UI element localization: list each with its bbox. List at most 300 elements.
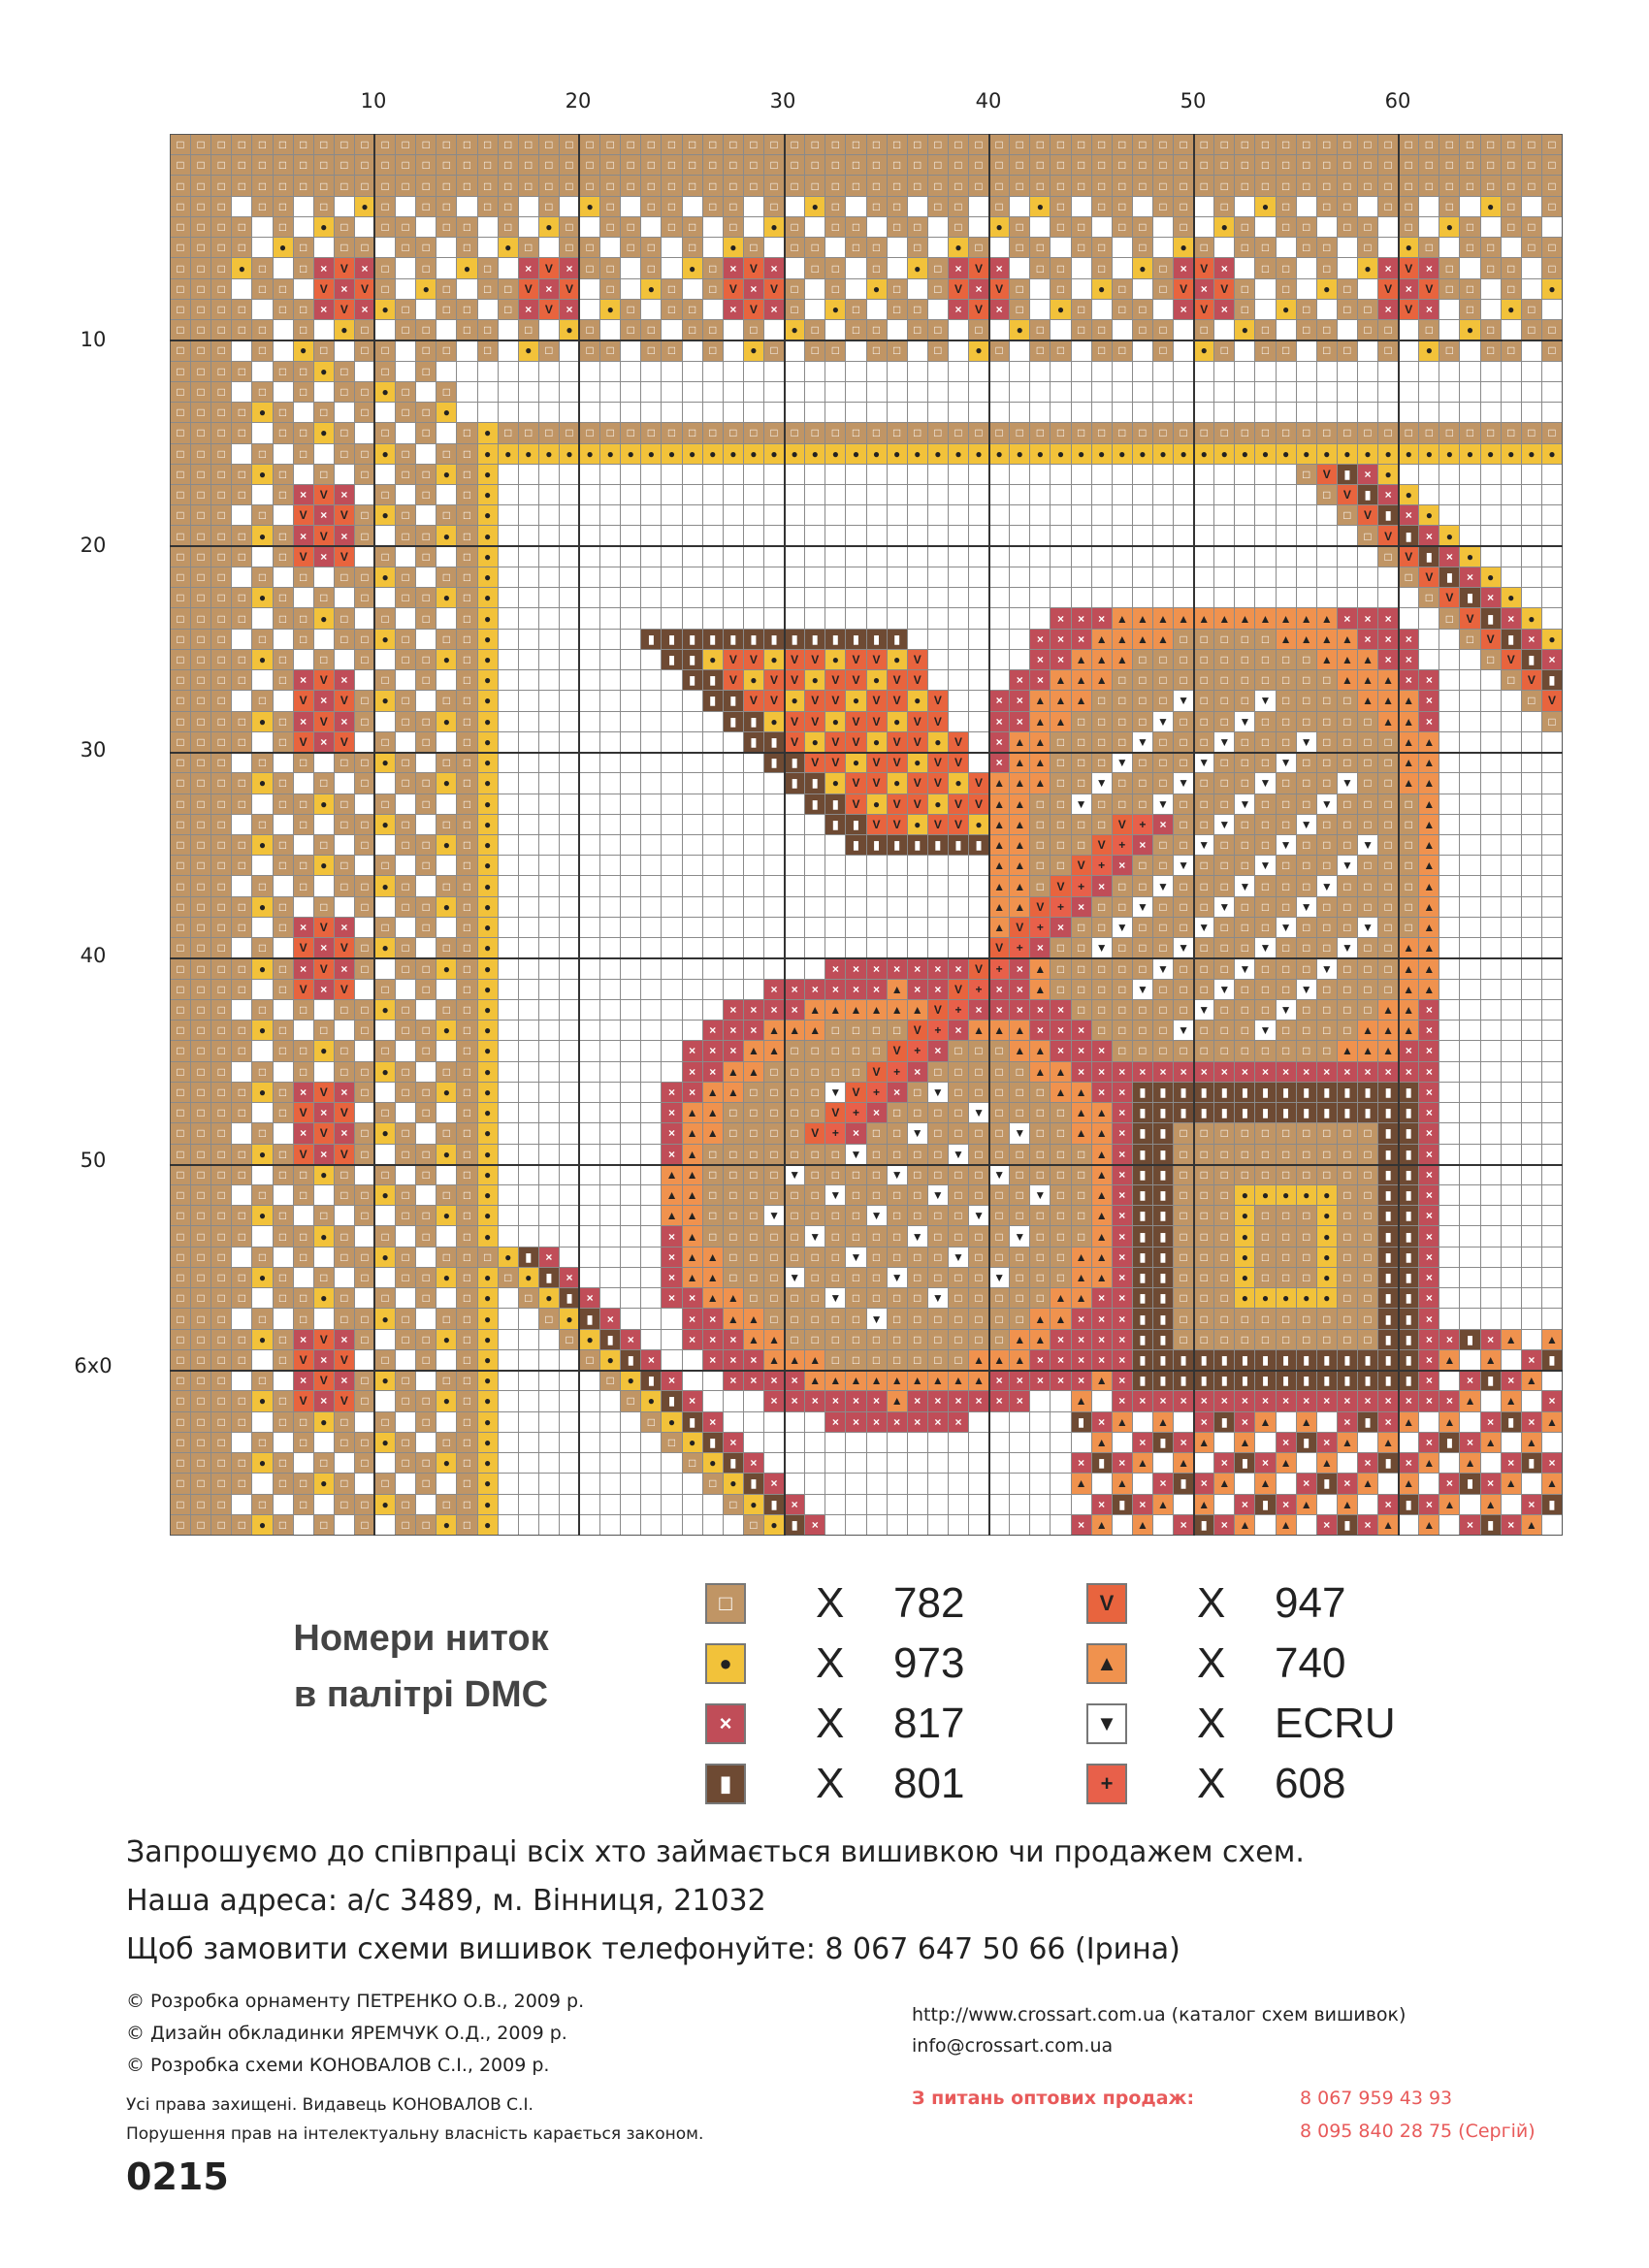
stitch-cell: □ xyxy=(724,1495,743,1514)
stitch-cell: □ xyxy=(519,238,538,257)
stitch-cell: × xyxy=(928,1412,948,1432)
stitch-cell: □ xyxy=(274,362,293,381)
stitch-cell xyxy=(683,691,702,710)
stitch-cell xyxy=(1010,382,1029,402)
stitch-cell xyxy=(805,403,824,422)
stitch-cell: ▮ xyxy=(1153,1371,1173,1390)
stitch-cell xyxy=(825,505,845,525)
stitch-cell: □ xyxy=(1030,320,1050,340)
stitch-cell xyxy=(519,1145,538,1164)
stitch-cell: ▼ xyxy=(1153,876,1173,895)
grid-major-line-h xyxy=(170,340,1563,341)
stitch-cell xyxy=(519,691,538,710)
stitch-cell: □ xyxy=(211,938,231,957)
stitch-cell xyxy=(560,1391,579,1410)
stitch-cell xyxy=(1439,1288,1459,1308)
stitch-cell: □ xyxy=(1174,155,1193,175)
stitch-cell xyxy=(764,567,784,587)
stitch-cell: ▮ xyxy=(539,1268,559,1287)
stitch-cell: □ xyxy=(191,382,210,402)
stitch-cell xyxy=(908,340,927,360)
stitch-cell: V xyxy=(969,258,988,277)
stitch-cell xyxy=(519,1206,538,1225)
stitch-cell: □ xyxy=(335,630,354,649)
stitch-cell: □ xyxy=(1277,176,1296,195)
stitch-cell: ● xyxy=(335,320,354,340)
stitch-cell: ● xyxy=(1399,238,1418,257)
stitch-cell: □ xyxy=(211,1309,231,1328)
stitch-cell: □ xyxy=(375,794,395,814)
stitch-cell xyxy=(1481,1453,1501,1473)
stitch-cell xyxy=(662,670,681,690)
stitch-cell xyxy=(969,217,988,237)
stitch-cell: □ xyxy=(499,176,518,195)
stitch-cell: ● xyxy=(436,1330,456,1349)
stitch-cell xyxy=(1522,258,1541,277)
stitch-cell: □ xyxy=(294,1041,313,1060)
stitch-cell xyxy=(1481,526,1501,545)
stitch-cell: ▼ xyxy=(1255,773,1275,793)
stitch-cell xyxy=(1113,567,1132,587)
stitch-cell: □ xyxy=(1133,300,1152,319)
stitch-cell: □ xyxy=(1542,155,1562,175)
stitch-cell: □ xyxy=(1419,423,1439,442)
stitch-cell xyxy=(1522,465,1541,484)
stitch-cell: × xyxy=(764,980,784,999)
stitch-cell: × xyxy=(1378,630,1398,649)
stitch-cell xyxy=(867,918,887,937)
stitch-cell: ▲ xyxy=(1092,1206,1112,1225)
stitch-cell: V xyxy=(1194,300,1213,319)
stitch-cell xyxy=(867,1495,887,1514)
stitch-cell xyxy=(1194,403,1213,422)
stitch-cell: × xyxy=(1113,1268,1132,1287)
stitch-cell: ▮ xyxy=(1255,1103,1275,1122)
stitch-cell: ▮ xyxy=(928,835,948,855)
stitch-cell: × xyxy=(314,691,334,710)
legend-swatch: V xyxy=(1086,1583,1127,1624)
stitch-cell: □ xyxy=(724,1103,743,1122)
stitch-cell xyxy=(539,1226,559,1246)
stitch-cell xyxy=(908,897,927,917)
stitch-cell xyxy=(888,320,907,340)
stitch-cell: ▮ xyxy=(1338,1083,1357,1102)
stitch-cell: □ xyxy=(1317,753,1337,772)
stitch-cell: □ xyxy=(1460,300,1479,319)
stitch-cell xyxy=(499,980,518,999)
stitch-cell xyxy=(1010,362,1029,381)
stitch-cell: □ xyxy=(436,135,456,154)
stitch-cell xyxy=(1072,485,1091,504)
stitch-cell: × xyxy=(1133,1495,1152,1514)
stitch-cell: ▲ xyxy=(888,980,907,999)
stitch-cell xyxy=(867,465,887,484)
stitch-cell xyxy=(499,1309,518,1328)
stitch-cell: □ xyxy=(1358,1206,1377,1225)
stitch-cell xyxy=(1502,567,1521,587)
stitch-cell: □ xyxy=(191,217,210,237)
stitch-cell xyxy=(416,505,436,525)
stitch-cell xyxy=(1214,1495,1234,1514)
stitch-cell: □ xyxy=(1092,340,1112,360)
stitch-cell xyxy=(641,1062,661,1082)
stitch-cell: □ xyxy=(499,217,518,237)
stitch-cell xyxy=(396,856,415,875)
stitch-cell: ● xyxy=(825,300,845,319)
stitch-cell: ▲ xyxy=(1010,835,1029,855)
stitch-cell xyxy=(949,1453,968,1473)
stitch-cell: □ xyxy=(1092,691,1112,710)
stitch-cell: ● xyxy=(478,1474,498,1493)
stitch-cell: ▮ xyxy=(785,753,804,772)
stitch-cell: × xyxy=(1072,897,1091,917)
stitch-cell xyxy=(335,588,354,607)
stitch-cell xyxy=(1214,1433,1234,1452)
stitch-cell: ▮ xyxy=(1153,1330,1173,1349)
stitch-cell: × xyxy=(335,918,354,937)
stitch-cell xyxy=(785,958,804,978)
stitch-cell: ● xyxy=(252,1453,272,1473)
stitch-cell xyxy=(989,650,1009,669)
stitch-cell xyxy=(928,1495,948,1514)
stitch-cell: □ xyxy=(1297,135,1316,154)
stitch-cell: □ xyxy=(825,1350,845,1370)
stitch-cell: V xyxy=(294,938,313,957)
stitch-cell: ▮ xyxy=(1378,1103,1398,1122)
stitch-cell xyxy=(1481,382,1501,402)
stitch-cell: □ xyxy=(949,1309,968,1328)
stitch-cell: ● xyxy=(805,444,824,464)
stitch-cell: □ xyxy=(171,300,190,319)
stitch-cell xyxy=(764,876,784,895)
stitch-cell xyxy=(560,1453,579,1473)
stitch-cell xyxy=(621,1268,640,1287)
stitch-cell xyxy=(1502,1123,1521,1143)
stitch-cell: □ xyxy=(211,650,231,669)
stitch-cell xyxy=(969,588,988,607)
stitch-cell xyxy=(683,1021,702,1040)
stitch-cell: □ xyxy=(457,670,476,690)
stitch-cell: □ xyxy=(1051,279,1070,299)
stitch-cell: □ xyxy=(211,897,231,917)
stitch-cell: □ xyxy=(1297,155,1316,175)
stitch-cell: ● xyxy=(478,938,498,957)
stitch-cell xyxy=(969,712,988,731)
stitch-cell: □ xyxy=(949,1083,968,1102)
stitch-cell: × xyxy=(1419,300,1439,319)
stitch-cell: □ xyxy=(785,423,804,442)
stitch-cell: □ xyxy=(252,382,272,402)
stitch-cell: ▲ xyxy=(989,773,1009,793)
stitch-cell: × xyxy=(825,980,845,999)
stitch-cell: □ xyxy=(1153,897,1173,917)
stitch-cell: □ xyxy=(1072,155,1091,175)
stitch-cell: □ xyxy=(1174,1145,1193,1164)
stitch-cell: □ xyxy=(1277,980,1296,999)
stitch-cell: □ xyxy=(949,155,968,175)
stitch-cell: □ xyxy=(1030,1083,1050,1102)
stitch-cell xyxy=(1481,1206,1501,1225)
stitch-cell xyxy=(785,485,804,504)
stitch-cell xyxy=(1542,1288,1562,1308)
stitch-cell xyxy=(846,567,865,587)
website-link[interactable]: http://www.crossart.com.ua (каталог схем вишивок) xyxy=(912,2004,1406,2025)
stitch-cell: □ xyxy=(1194,732,1213,752)
stitch-cell xyxy=(846,1453,865,1473)
stitch-cell xyxy=(519,362,538,381)
stitch-cell: □ xyxy=(1378,773,1398,793)
stitch-cell xyxy=(252,670,272,690)
stitch-cell: □ xyxy=(1542,176,1562,195)
stitch-cell: V xyxy=(1092,835,1112,855)
stitch-cell: □ xyxy=(1174,670,1193,690)
stitch-cell xyxy=(1542,505,1562,525)
stitch-cell xyxy=(1235,505,1254,525)
stitch-cell: ▲ xyxy=(744,1330,763,1349)
stitch-cell: □ xyxy=(805,238,824,257)
stitch-cell xyxy=(580,1495,599,1514)
stitch-cell: ▲ xyxy=(1194,608,1213,628)
stitch-cell xyxy=(252,300,272,319)
stitch-cell: □ xyxy=(1072,1206,1091,1225)
stitch-cell: V xyxy=(560,279,579,299)
stitch-cell: × xyxy=(1358,608,1377,628)
stitch-cell xyxy=(1338,526,1357,545)
stitch-cell: × xyxy=(1297,1474,1316,1493)
stitch-cell xyxy=(560,1021,579,1040)
stitch-cell: □ xyxy=(1277,423,1296,442)
stitch-cell xyxy=(785,1412,804,1432)
stitch-cell: ▮ xyxy=(1399,1495,1418,1514)
stitch-cell: □ xyxy=(785,1083,804,1102)
stitch-cell: × xyxy=(1113,1145,1132,1164)
stitch-cell: □ xyxy=(436,753,456,772)
stitch-cell xyxy=(888,382,907,402)
stitch-cell: ● xyxy=(1338,444,1357,464)
stitch-cell xyxy=(1072,1433,1091,1452)
stitch-cell: □ xyxy=(888,1247,907,1267)
stitch-cell: □ xyxy=(191,135,210,154)
stitch-cell: × xyxy=(989,300,1009,319)
stitch-cell: □ xyxy=(1194,320,1213,340)
stitch-cell xyxy=(949,465,968,484)
stitch-cell: □ xyxy=(457,1371,476,1390)
stitch-cell: ▲ xyxy=(1297,1412,1316,1432)
stitch-cell: □ xyxy=(1194,815,1213,834)
stitch-cell: ● xyxy=(314,1041,334,1060)
stitch-cell: ▲ xyxy=(1399,732,1418,752)
stitch-cell: □ xyxy=(1214,650,1234,669)
stitch-cell: ● xyxy=(436,588,456,607)
stitch-cell: × xyxy=(1092,1330,1112,1349)
stitch-cell: □ xyxy=(375,258,395,277)
stitch-cell: □ xyxy=(1358,1123,1377,1143)
stitch-cell xyxy=(499,691,518,710)
stitch-cell: ▼ xyxy=(1214,980,1234,999)
stitch-cell: ● xyxy=(478,1062,498,1082)
stitch-cell: □ xyxy=(274,1412,293,1432)
stitch-cell: □ xyxy=(662,217,681,237)
stitch-cell xyxy=(580,588,599,607)
stitch-cell: V xyxy=(1010,918,1029,937)
stitch-cell xyxy=(724,1515,743,1535)
stitch-cell: × xyxy=(1338,608,1357,628)
stitch-cell: ● xyxy=(314,217,334,237)
stitch-cell xyxy=(1194,567,1213,587)
stitch-cell: V xyxy=(1460,608,1479,628)
stitch-cell xyxy=(1481,505,1501,525)
stitch-cell xyxy=(274,340,293,360)
stitch-cell: □ xyxy=(436,938,456,957)
stitch-cell: × xyxy=(1113,1165,1132,1184)
stitch-cell: × xyxy=(969,1000,988,1020)
stitch-cell xyxy=(519,1103,538,1122)
stitch-cell: ▮ xyxy=(1133,1247,1152,1267)
stitch-cell xyxy=(335,465,354,484)
stitch-cell xyxy=(908,1515,927,1535)
stitch-cell: □ xyxy=(888,1103,907,1122)
stitch-cell: ● xyxy=(1317,1185,1337,1205)
stitch-cell xyxy=(764,1433,784,1452)
stitch-cell: □ xyxy=(416,1474,436,1493)
stitch-cell xyxy=(928,547,948,567)
document-number: 0215 xyxy=(126,2155,229,2198)
stitch-cell: × xyxy=(1358,465,1377,484)
stitch-cell: ● xyxy=(314,1412,334,1432)
stitch-cell: × xyxy=(1378,1062,1398,1082)
stitch-cell: ▮ xyxy=(1235,1103,1254,1122)
stitch-cell xyxy=(1214,588,1234,607)
stitch-cell: ▲ xyxy=(1419,918,1439,937)
stitch-cell: □ xyxy=(928,1123,948,1143)
stitch-cell xyxy=(949,547,968,567)
stitch-cell: □ xyxy=(1174,835,1193,855)
stitch-cell xyxy=(989,1412,1009,1432)
stitch-cell xyxy=(1460,340,1479,360)
stitch-cell: V xyxy=(867,815,887,834)
email-link[interactable]: info@crossart.com.ua xyxy=(912,2035,1114,2057)
stitch-cell: □ xyxy=(457,1515,476,1535)
stitch-cell xyxy=(1133,197,1152,216)
stitch-cell: □ xyxy=(211,423,231,442)
ruler-top-label: 50 xyxy=(1180,89,1207,113)
stitch-cell xyxy=(785,1453,804,1473)
stitch-cell: □ xyxy=(1297,238,1316,257)
stitch-cell xyxy=(1255,588,1275,607)
stitch-cell: □ xyxy=(1214,197,1234,216)
stitch-cell xyxy=(1297,258,1316,277)
stitch-cell xyxy=(375,320,395,340)
stitch-cell xyxy=(252,1288,272,1308)
stitch-cell: □ xyxy=(785,217,804,237)
stitch-cell: ▮ xyxy=(1194,1371,1213,1390)
stitch-cell: ▼ xyxy=(1338,773,1357,793)
stitch-cell: □ xyxy=(764,176,784,195)
stitch-cell xyxy=(1439,1123,1459,1143)
stitch-cell: □ xyxy=(1153,135,1173,154)
stitch-cell xyxy=(294,1268,313,1287)
stitch-cell xyxy=(1030,362,1050,381)
stitch-cell xyxy=(1419,362,1439,381)
stitch-cell: ● xyxy=(252,958,272,978)
stitch-cell xyxy=(1338,382,1357,402)
stitch-cell xyxy=(1072,197,1091,216)
stitch-cell: ● xyxy=(600,1350,620,1370)
stitch-cell: □ xyxy=(1235,176,1254,195)
stitch-cell: □ xyxy=(1277,732,1296,752)
stitch-cell: ▲ xyxy=(1072,691,1091,710)
stitch-cell xyxy=(724,897,743,917)
stitch-cell: □ xyxy=(171,753,190,772)
stitch-cell: ● xyxy=(478,588,498,607)
stitch-cell xyxy=(621,1309,640,1328)
stitch-cell xyxy=(519,1041,538,1060)
stitch-cell: □ xyxy=(989,1041,1009,1060)
stitch-cell: × xyxy=(888,1083,907,1102)
stitch-cell: × xyxy=(1010,958,1029,978)
stitch-cell: ▮ xyxy=(805,794,824,814)
stitch-cell xyxy=(1460,835,1479,855)
stitch-cell xyxy=(928,938,948,957)
stitch-cell xyxy=(539,630,559,649)
stitch-cell: V xyxy=(314,670,334,690)
stitch-cell: □ xyxy=(1481,423,1501,442)
ruler-top-label: 10 xyxy=(360,89,387,113)
stitch-cell: ▮ xyxy=(888,835,907,855)
stitch-cell: ● xyxy=(478,773,498,793)
stitch-cell xyxy=(1542,1041,1562,1060)
stitch-cell: □ xyxy=(928,1226,948,1246)
stitch-cell: □ xyxy=(1358,856,1377,875)
stitch-cell: × xyxy=(1338,1474,1357,1493)
stitch-cell: □ xyxy=(1317,1000,1337,1020)
stitch-cell: □ xyxy=(703,1145,723,1164)
stitch-cell xyxy=(1072,403,1091,422)
ruler-left-label: 30 xyxy=(80,738,107,761)
stitch-cell: □ xyxy=(457,1309,476,1328)
stitch-cell: × xyxy=(1214,258,1234,277)
stitch-cell xyxy=(436,1474,456,1493)
stitch-cell: □ xyxy=(335,794,354,814)
stitch-cell xyxy=(232,197,251,216)
stitch-cell xyxy=(1399,382,1418,402)
stitch-cell: □ xyxy=(191,155,210,175)
stitch-cell: □ xyxy=(1072,732,1091,752)
stitch-cell: □ xyxy=(785,1330,804,1349)
stitch-cell xyxy=(949,938,968,957)
stitch-cell xyxy=(1542,1165,1562,1184)
stitch-cell xyxy=(416,876,436,895)
stitch-cell xyxy=(1378,217,1398,237)
stitch-cell: ● xyxy=(478,835,498,855)
stitch-cell: □ xyxy=(355,958,374,978)
stitch-cell: ▲ xyxy=(1277,608,1296,628)
stitch-cell xyxy=(969,670,988,690)
stitch-cell: × xyxy=(662,1226,681,1246)
stitch-cell xyxy=(744,362,763,381)
stitch-cell xyxy=(1460,1083,1479,1102)
stitch-cell xyxy=(355,1041,374,1060)
stitch-cell: ▮ xyxy=(1439,1433,1459,1452)
stitch-cell: □ xyxy=(396,1185,415,1205)
stitch-cell xyxy=(662,567,681,587)
stitch-cell: □ xyxy=(969,135,988,154)
stitch-cell: □ xyxy=(171,588,190,607)
stitch-cell: × xyxy=(1030,630,1050,649)
stitch-cell: □ xyxy=(1297,1041,1316,1060)
stitch-cell: □ xyxy=(1255,712,1275,731)
stitch-cell xyxy=(1255,505,1275,525)
